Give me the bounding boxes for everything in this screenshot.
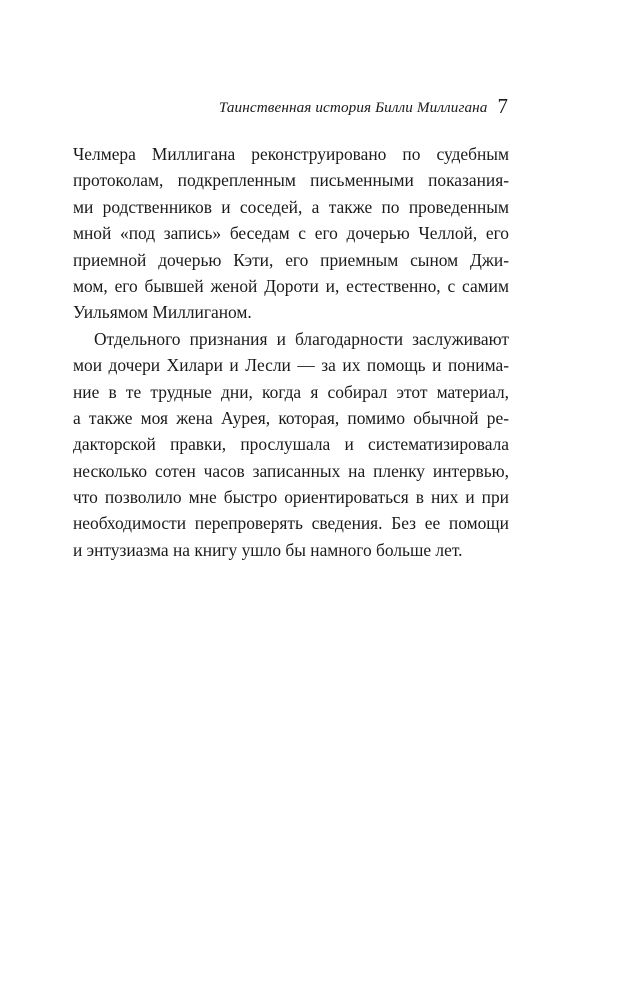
page-number: 7 — [497, 94, 508, 118]
text-line: несколько сотен часов записанных на пленку интервью, — [73, 460, 509, 481]
text-line: протоколам, подкрепленным письменными показания- — [73, 170, 509, 191]
running-header — [0, 93, 508, 118]
text-line: необходимости перепроверять сведения. Без ее помощи — [73, 513, 509, 534]
running-title: Таинственная история Билли Миллигана — [218, 99, 488, 116]
paragraph-2 — [73, 326, 509, 564]
text-line: мои дочери Хилари и Лесли — за их помощь и понима- — [73, 355, 509, 376]
body-text — [73, 141, 509, 563]
text-line: Челмера Миллигана реконструировано по судебным — [73, 144, 509, 164]
text-line: Уильямом Миллиганом. — [73, 302, 252, 323]
text-line: ми родственников и соседей, а также по проведенным — [73, 196, 509, 217]
text-line: приемной дочерью Кэти, его приемным сыном Джи- — [73, 249, 509, 270]
text-line: Отдельного признания и благодарности заслуживают — [94, 328, 509, 349]
text-line: мом, его бывшей женой Дороти и, естественно, с самим — [73, 275, 509, 296]
text-line: что позволило мне быстро ориентироваться в них и при — [73, 487, 509, 508]
paragraph-1 — [73, 141, 509, 326]
text-line: и энтузиазма на книгу ушло бы намного больше лет. — [73, 539, 463, 560]
text-line: а также моя жена Аурея, которая, помимо обычной ре- — [73, 407, 509, 428]
text-line: ние в те трудные дни, когда я собирал этот материал, — [73, 381, 509, 402]
text-line: мной «под запись» беседам с его дочерью Челлой, его — [73, 223, 509, 244]
text-line: дакторской правки, прослушала и систематизировала — [73, 434, 509, 455]
